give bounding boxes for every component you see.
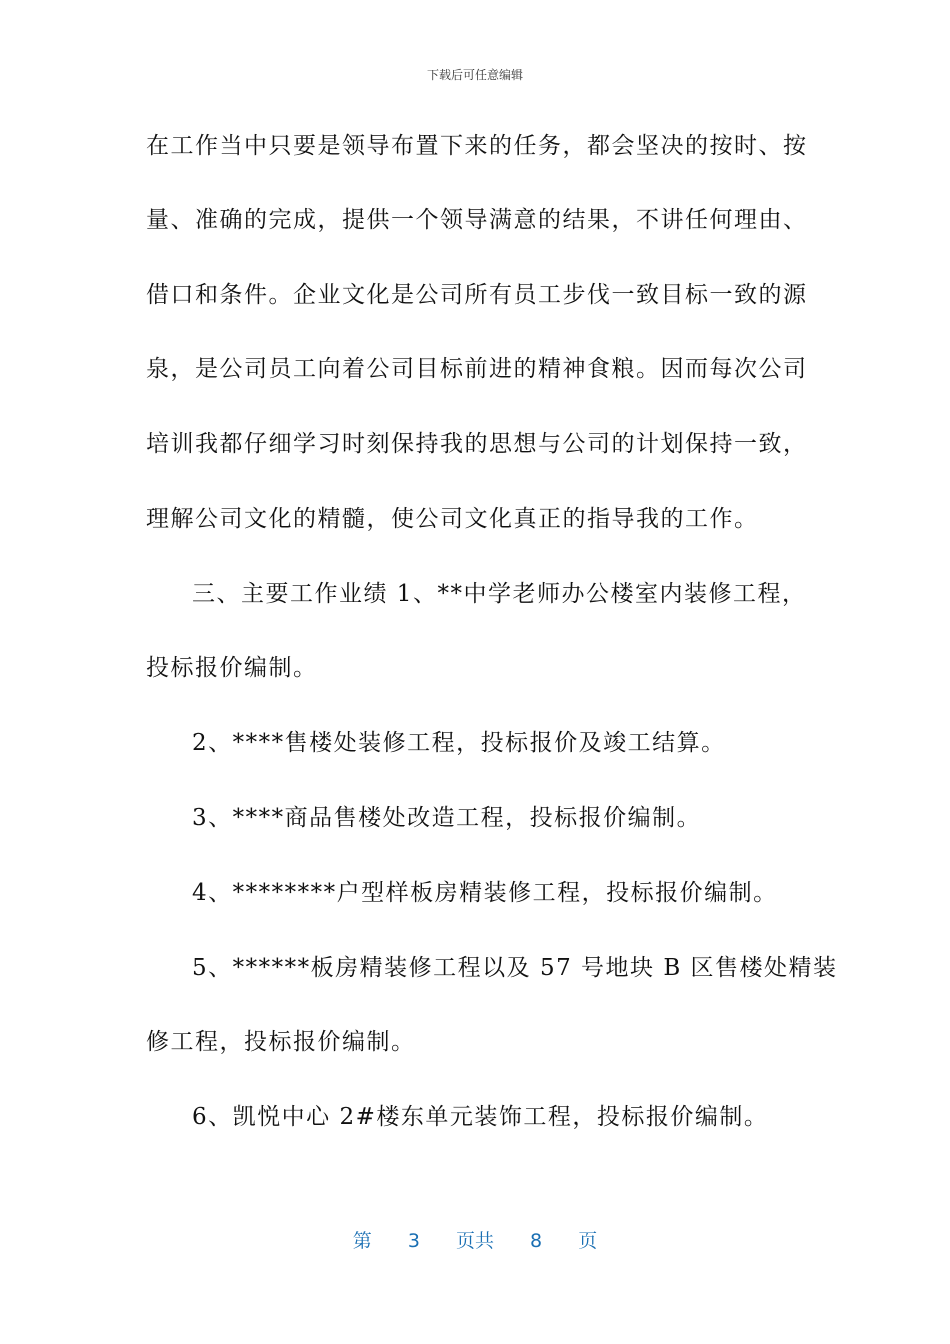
page-header: 下载后可任意编辑	[426, 68, 523, 82]
text-line: 量、准确的完成，提供一个领导满意的结果，不讲任何理由、	[146, 207, 808, 233]
text-line: 借口和条件。企业文化是公司所有员工步伐一致目标一致的源	[146, 282, 808, 308]
footer-total-suffix: 页	[578, 1230, 598, 1252]
footer-current-page: 3	[407, 1230, 420, 1252]
text-line: 培训我都仔细学习时刻保持我的思想与公司的计划保持一致，	[146, 431, 808, 457]
text-line: 6、凯悦中心 2#楼东单元装饰工程，投标报价编制。	[192, 1104, 769, 1130]
text-line: 4、********户型样板房精装修工程，投标报价编制。	[192, 880, 778, 906]
text-line: 在工作当中只要是领导布置下来的任务，都会坚决的按时、按	[146, 133, 808, 159]
text-line: 2、****售楼处装修工程，投标报价及竣工结算。	[192, 730, 726, 756]
text-line: 5、******板房精装修工程以及 57 号地块 B 区售楼处精装	[192, 955, 838, 981]
footer-total-pages: 8	[530, 1230, 543, 1252]
text-line: 理解公司文化的精髓，使公司文化真正的指导我的工作。	[146, 506, 759, 532]
text-line: 修工程，投标报价编制。	[146, 1029, 416, 1055]
footer-page-label: 第	[352, 1230, 372, 1252]
text-line: 三、主要工作业绩 1、**中学老师办公楼室内装修工程，	[192, 581, 807, 607]
page-footer	[0, 1226, 950, 1253]
text-line: 投标报价编制。	[146, 655, 318, 681]
footer-total-prefix: 页共	[455, 1230, 494, 1252]
text-line: 3、****商品售楼处改造工程，投标报价编制。	[192, 805, 702, 831]
text-line: 泉，是公司员工向着公司目标前进的精神食粮。因而每次公司	[146, 356, 808, 382]
